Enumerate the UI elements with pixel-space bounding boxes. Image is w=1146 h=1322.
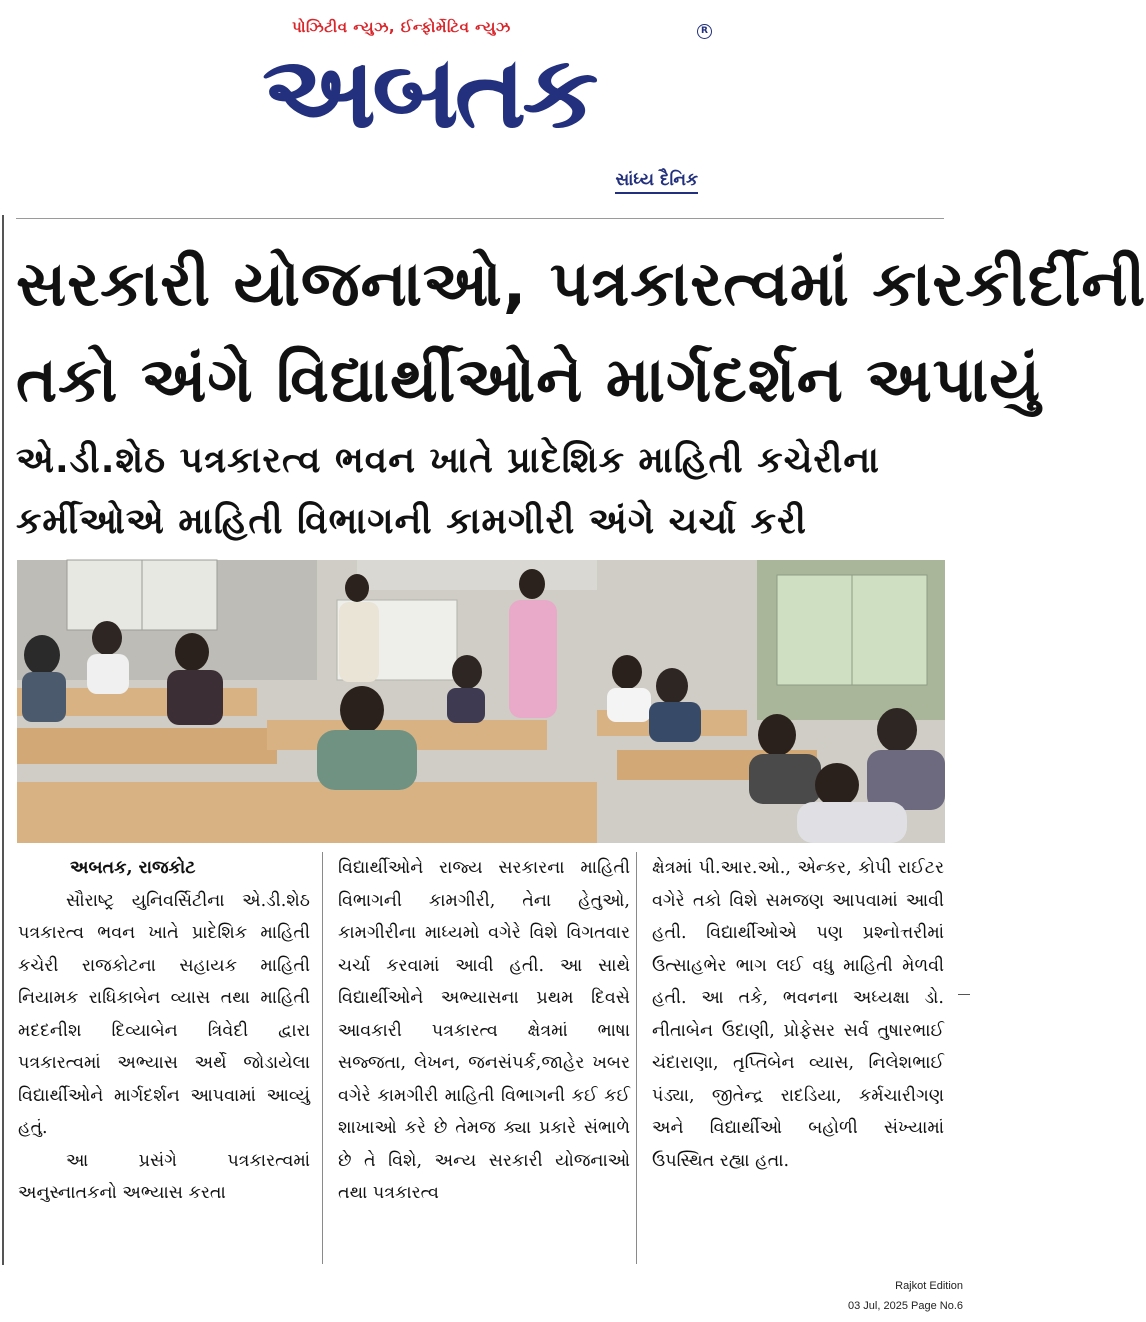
masthead [262,18,714,204]
column-divider [636,852,637,1264]
article-column-1 [18,852,310,1210]
edition-name: Rajkot Edition [895,1280,963,1292]
newspaper-logo: અબતક [262,35,595,151]
subheadline-line-1: એ.ડી.શેઠ પત્રકારત્વ ભવન ખાતે પ્રાદેશિક માહિતી કચેરીના [16,440,880,481]
article-photo [17,560,945,843]
article-paragraph: આ પ્રસંગે પત્રકારત્વમાં અનુસ્નાતકનો અભ્યાસ કરતા [18,1150,310,1203]
registered-trademark-icon: R [697,24,712,39]
header-divider [16,218,944,219]
article-paragraph: સૌરાષ્ટ્ર યુનિવર્સિટીના એ.ડી.શેઠ પત્રકારત્વ ભવન ખાતે પ્રાદેશિક માહિતી કચેરી રાજકોટના સહાયક માહિતી નિયામક રાધિકાબેન વ્યાસ તથા માહિતી મદદનીશ દિવ્યાબેન ત્રિવેદી દ્વારા પત્રકારત્વમાં અભ્યાસ અર્થે જોડાયેલા વિદ્યાર્થીઓને માર્ગદર્શન આપવામાં આવ્યું હતું. [18,890,310,1138]
headline-line-2: તકો અંગે વિદ્યાર્થીઓને માર્ગદર્શન અપાયું [16,343,1042,416]
edition-date-page: 03 Jul, 2025 Page No.6 [848,1300,963,1312]
headline-line-1: સરકારી યોજનાઓ, પત્રકારત્વમાં કારકીર્દીની [16,247,1146,320]
edition-type: સાંધ્ય દૈનિક [615,170,698,194]
subheadline-line-2: કર્મીઓએ માહિતી વિભાગની કામગીરી અંગે ચર્ચા કરી [16,501,807,542]
article-column-3 [652,852,944,1177]
page-left-border [2,215,4,1265]
article-paragraph: ક્ષેત્રમાં પી.આર.ઓ., એન્કર, કોપી રાઈટર વગેરે તકો વિશે સમજણ આપવામાં આવી હતી. વિદ્યાર્થીઓએ પણ પ્રશ્નોત્તરીમાં ઉત્સાહભેર ભાગ લઈ વધુ માહિતી મેળવી હતી. આ તકે, ભવનના અધ્યક્ષા ડો. નીતાબેન ઉદાણી, પ્રોફેસર સર્વ તુષારભાઈ ચંદારાણા, તૃપ્તિબેન વ્યાસ, નિલેશભાઈ પંડ્યા, જીતેન્દ્ર રાદડિયા, કર્મચારીગણ અને વિદ્યાર્થીઓ બહોળી સંખ્યામાં ઉપસ્થિત રહ્યા હતા. [652,858,944,1171]
article-dateline: અબતક, રાજકોટ [70,858,196,878]
article-column-2 [338,852,630,1210]
article-paragraph: વિદ્યાર્થીઓને રાજ્ય સરકારના માહિતી વિભાગની કામગીરી, તેના હેતુઓ, કામગીરીના માધ્યમો વગેરે વિશે વિગતવાર ચર્ચા કરવામાં આવી હતી. આ સાથે વિદ્યાર્થીઓને અભ્યાસના પ્રથમ દિવસે આવકારી પત્રકારત્વ ક્ષેત્રમાં ભાષા સજ્જતા, લેખન, જનસંપર્ક,જાહેર ખબર વગેરે કામગીરી માહિતી વિભાગની કઈ કઈ શાખાઓ કરે છે તેમજ ક્યા પ્રકારે સંભાળે છે તે વિશે, અન્ય સરકારી યોજનાઓ તથા પત્રકારત્વ [338,858,630,1203]
masthead-tagline: પોઝિટીવ ન્યુઝ, ઈન્ફોર્મેટિવ ન્યુઝ [292,18,511,36]
edition-footer [848,1276,963,1316]
column-divider [322,852,323,1264]
page-crop-mark [958,994,970,995]
